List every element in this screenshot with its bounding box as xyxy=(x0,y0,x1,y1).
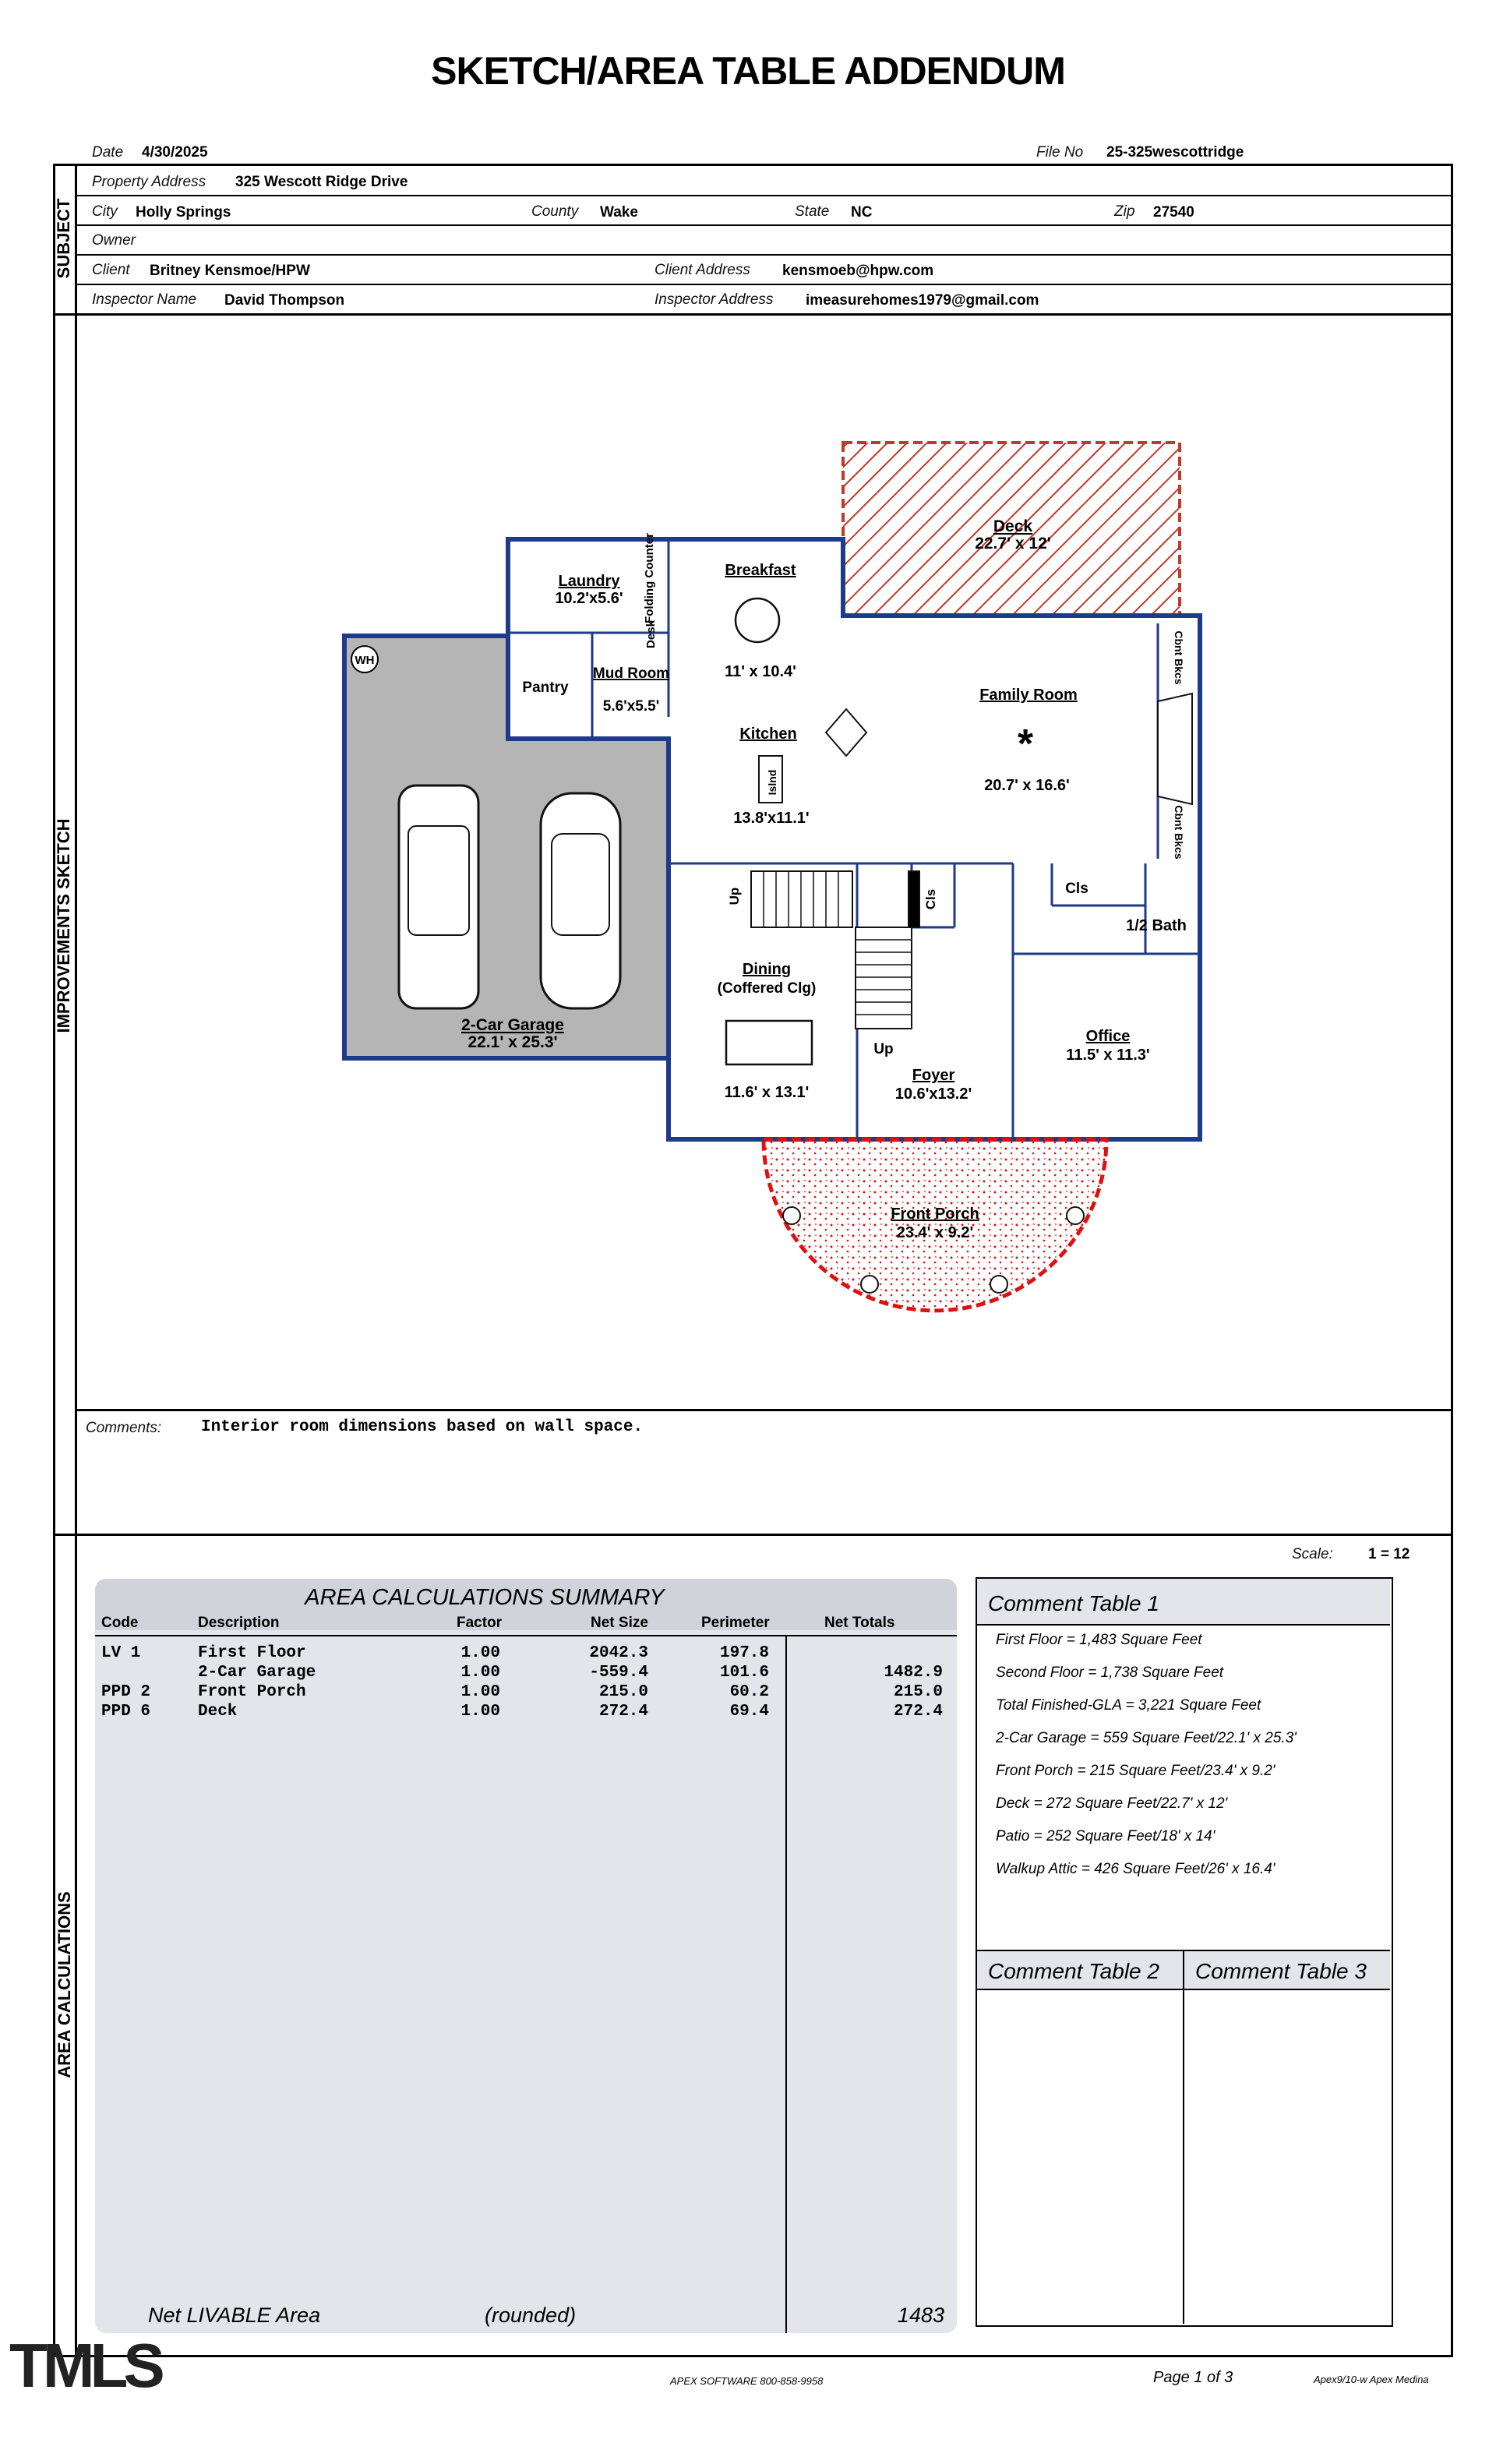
date-value: 4/30/2025 xyxy=(142,144,208,161)
summary-cell-perim: 101.6 xyxy=(719,1664,769,1682)
comment-item: Front Porch = 215 Square Feet/23.4' x 9.2' xyxy=(996,1763,1275,1779)
rounded-label: (rounded) xyxy=(485,2303,577,2327)
comment-table-divider xyxy=(1183,1950,1184,2324)
dining-dim: 11.6' x 13.1' xyxy=(724,1084,810,1101)
summary-cell-desc: 2-Car Garage xyxy=(198,1664,316,1682)
comment-item: Walkup Attic = 426 Square Feet/26' x 16.4' xyxy=(996,1861,1275,1877)
state-value: NC xyxy=(851,204,873,221)
row-divider xyxy=(75,195,1453,196)
deck-dim: 22.7' x 12' xyxy=(975,535,1051,552)
property-address-label: Property Address xyxy=(92,174,206,190)
breakfast-label: Breakfast xyxy=(725,562,796,579)
water-heater-label: WH xyxy=(355,654,375,667)
comment-table-2-title: Comment Table 2 xyxy=(988,1959,1159,1983)
summary-cell-factor: 1.00 xyxy=(460,1664,500,1682)
inspector-address-value: imeasurehomes1979@gmail.com xyxy=(806,292,1039,309)
summary-cell-perim: 69.4 xyxy=(729,1703,769,1721)
comment-item: Second Floor = 1,738 Square Feet xyxy=(996,1664,1224,1681)
client-label: Client xyxy=(92,262,130,278)
client-value: Britney Kensmoe/HPW xyxy=(150,263,310,279)
garage-dim: 22.1' x 25.3' xyxy=(468,1033,558,1051)
col-header-description: Description xyxy=(198,1615,280,1631)
comments-text: Interior room dimensions based on wall space. xyxy=(201,1418,644,1436)
owner-label: Owner xyxy=(92,232,136,249)
laundry-label: Laundry xyxy=(558,573,620,590)
comment-table-1-title: Comment Table 1 xyxy=(988,1591,1159,1615)
comment-item: 2-Car Garage = 559 Square Feet/22.1' x 25.3' xyxy=(996,1730,1297,1746)
bookcase-bottom-label: Cbnt Bkcs xyxy=(1173,805,1185,860)
col-header-factor: Factor xyxy=(457,1615,503,1631)
fireplace xyxy=(1158,694,1192,804)
sketch-bottom-line xyxy=(75,1409,1453,1411)
inspector-address-label: Inspector Address xyxy=(654,291,774,308)
mud-room-dim: 5.6'x5.5' xyxy=(602,698,660,715)
row-divider xyxy=(75,284,1453,285)
summary-cell-size: 215.0 xyxy=(598,1683,648,1701)
stairs-up-label-2: Up xyxy=(873,1041,894,1057)
inspector-name-label: Inspector Name xyxy=(92,291,197,308)
comment-item: Patio = 252 Square Feet/18' x 14' xyxy=(996,1828,1216,1844)
breakfast-dim: 11' x 10.4' xyxy=(725,663,796,680)
scale-value: 1 = 12 xyxy=(1368,1546,1410,1562)
right-frame-line xyxy=(1451,164,1453,2357)
deck-label: Deck xyxy=(993,517,1033,535)
half-bath-label: 1/2 Bath xyxy=(1126,917,1187,934)
client-address-value: kensmoeb@hpw.com xyxy=(782,263,934,279)
property-address-value: 325 Wescott Ridge Drive xyxy=(235,174,408,190)
zip-value: 27540 xyxy=(1153,204,1194,221)
comments-label: Comments: xyxy=(86,1420,162,1436)
row-divider xyxy=(75,254,1453,256)
dining-label: Dining xyxy=(742,961,792,978)
col-header-net-size: Net Size xyxy=(591,1615,648,1631)
closet-label-2: Cls xyxy=(1065,881,1088,897)
car-left xyxy=(399,785,478,1008)
front-porch-label: Front Porch xyxy=(891,1206,979,1223)
comment-item: Total Finished-GLA = 3,221 Square Feet xyxy=(996,1697,1261,1714)
page-title: SKETCH/AREA TABLE ADDENDUM xyxy=(431,49,1065,93)
family-room-dim: 20.7' x 16.6' xyxy=(984,777,1070,794)
summary-cell-factor: 1.00 xyxy=(460,1644,500,1662)
mud-room-label: Mud Room xyxy=(592,665,670,682)
label-column-line xyxy=(75,164,77,2357)
file-no-value: 25-325wescottridge xyxy=(1106,144,1244,161)
county-label: County xyxy=(531,203,579,220)
summary-cell-desc: First Floor xyxy=(198,1644,306,1662)
city-value: Holly Springs xyxy=(136,204,231,221)
foyer-label: Foyer xyxy=(912,1067,955,1084)
closet-label-1: Cls xyxy=(923,888,938,910)
front-porch-dim: 23.4' x 9.2' xyxy=(896,1224,974,1241)
tmls-logo: TMLS xyxy=(9,2331,161,2400)
summary-title: AREA CALCULATIONS SUMMARY xyxy=(305,1585,665,1610)
summary-cell-desc: Front Porch xyxy=(198,1683,306,1701)
summary-cell-desc: Deck xyxy=(198,1703,238,1721)
dining-sub-label: (Coffered Clg) xyxy=(717,980,817,997)
kitchen-dim: 13.8'x11.1' xyxy=(733,810,810,827)
garage-label: 2-Car Garage xyxy=(461,1016,564,1034)
folding-counter-label: Folding Counter xyxy=(643,533,656,623)
date-label: Date xyxy=(92,144,124,161)
zip-label: Zip xyxy=(1114,203,1135,220)
office-dim: 11.5' x 11.3' xyxy=(1066,1047,1150,1064)
comment-table-3-title: Comment Table 3 xyxy=(1195,1959,1367,1983)
svg-text:*: * xyxy=(1017,722,1034,767)
dining-table xyxy=(726,1021,812,1064)
summary-cell-code: PPD 6 xyxy=(101,1703,151,1721)
col-header-perimeter: Perimeter xyxy=(701,1615,770,1631)
comments-bottom-line xyxy=(53,1534,1453,1536)
subject-bottom-line xyxy=(53,313,1453,316)
summary-panel xyxy=(95,1579,957,2333)
subject-side-label: SUBJECT xyxy=(54,198,73,279)
desk-label: Desk xyxy=(644,620,658,648)
pantry-label: Pantry xyxy=(522,680,569,696)
island-label: Islnd xyxy=(766,769,778,796)
sketch-side-label: IMPROVEMENTS SKETCH xyxy=(54,818,73,1033)
net-livable-label: Net LIVABLE Area xyxy=(148,2303,321,2327)
comment-item: Deck = 272 Square Feet/22.7' x 12' xyxy=(996,1795,1228,1812)
summary-cell-size: 272.4 xyxy=(598,1703,648,1721)
laundry-dim: 10.2'x5.6' xyxy=(555,590,623,607)
summary-cell-perim: 60.2 xyxy=(729,1683,769,1701)
summary-cell-size: 2042.3 xyxy=(589,1644,648,1662)
summary-cell-total: 1482.9 xyxy=(884,1664,943,1682)
summary-cell-total: 215.0 xyxy=(893,1683,943,1701)
footer-right: Apex9/10-w Apex Medina xyxy=(1314,2374,1429,2385)
footer-page: Page 1 of 3 xyxy=(1153,2369,1233,2386)
net-totals-divider xyxy=(785,1635,787,2333)
city-label: City xyxy=(92,203,118,220)
summary-cell-perim: 197.8 xyxy=(719,1644,769,1662)
state-label: State xyxy=(795,203,830,220)
breakfast-table xyxy=(736,598,779,642)
file-no-label: File No xyxy=(1036,144,1084,161)
floor-plan-sketch xyxy=(312,429,1216,1325)
foyer-dim: 10.6'x13.2' xyxy=(894,1086,972,1103)
subject-top-line xyxy=(75,164,1453,166)
kitchen-label: Kitchen xyxy=(739,725,797,743)
summary-cell-factor: 1.00 xyxy=(460,1683,500,1701)
footer-software: APEX SOFTWARE 800-858-9958 xyxy=(670,2375,824,2387)
summary-cell-total: 272.4 xyxy=(893,1703,943,1721)
comment-item: First Floor = 1,483 Square Feet xyxy=(996,1632,1202,1648)
stairs-up-label-1: Up xyxy=(727,887,742,905)
summary-cell-code: PPD 2 xyxy=(101,1683,151,1701)
area-side-label: AREA CALCULATIONS xyxy=(55,1891,74,2078)
area-bottom-line xyxy=(53,2355,1453,2357)
summary-cell-code: LV 1 xyxy=(101,1644,141,1662)
summary-cell-factor: 1.00 xyxy=(460,1703,500,1721)
col-header-code: Code xyxy=(101,1615,139,1631)
family-room-label: Family Room xyxy=(979,687,1078,704)
net-livable-value: 1483 xyxy=(897,2303,944,2327)
client-address-label: Client Address xyxy=(654,262,750,278)
row-divider xyxy=(75,224,1453,226)
car-right xyxy=(541,793,620,1008)
office-label: Office xyxy=(1085,1028,1131,1045)
col-header-net-totals: Net Totals xyxy=(824,1615,895,1631)
county-value: Wake xyxy=(600,204,638,221)
summary-cell-size: -559.4 xyxy=(589,1664,648,1682)
bookcase-top-label: Cbnt Bkcs xyxy=(1173,630,1185,685)
scale-label: Scale: xyxy=(1292,1546,1333,1562)
inspector-name-value: David Thompson xyxy=(224,292,345,309)
